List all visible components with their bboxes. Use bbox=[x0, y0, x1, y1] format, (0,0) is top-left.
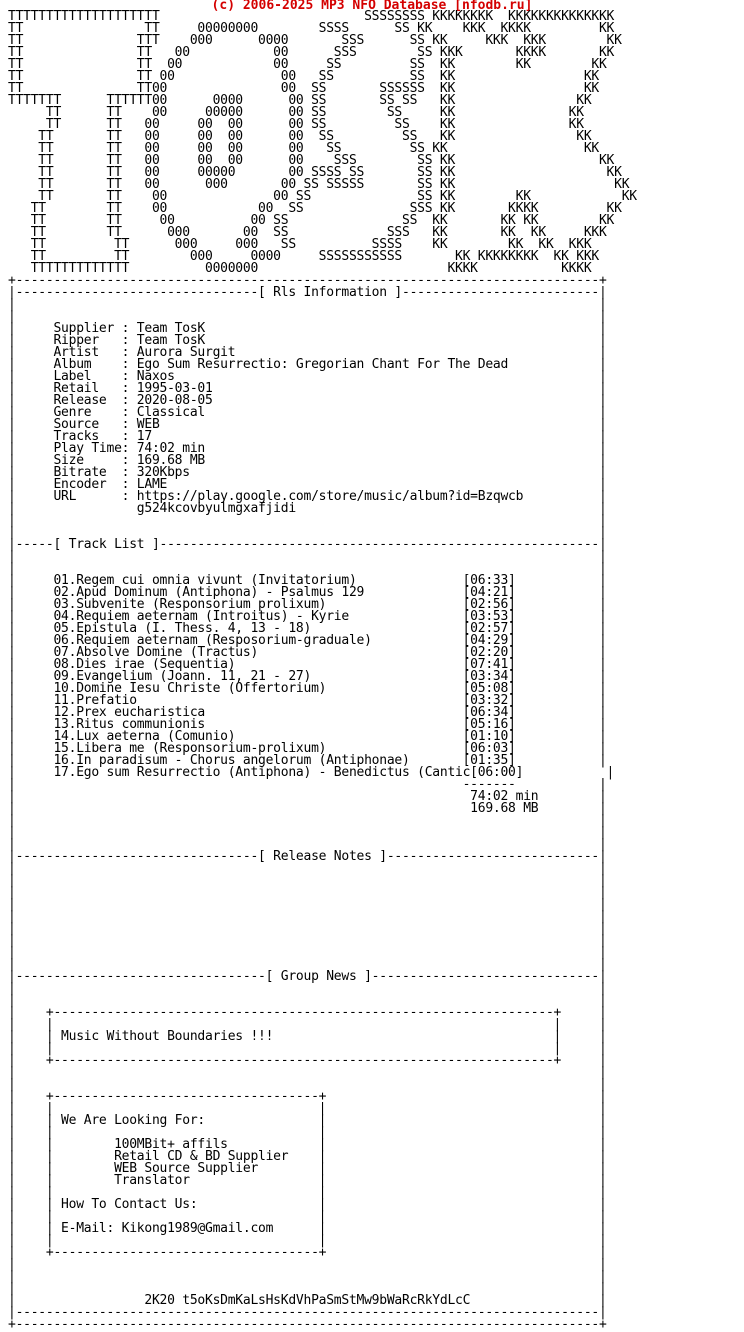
nfo-line: | | bbox=[8, 297, 607, 312]
nfo-line: | | Translator | | bbox=[8, 1173, 607, 1188]
nfo-line: TT TT 00 00 00 00 SS SS KK KK bbox=[8, 129, 592, 144]
nfo-line: | | bbox=[8, 513, 607, 528]
nfo-line: | 169.68 MB | bbox=[8, 801, 607, 816]
nfo-line: | | WEB Source Supplier | | bbox=[8, 1161, 607, 1176]
nfo-line: +-----------------------------------------------------------------------------+ bbox=[8, 1317, 607, 1332]
nfo-line: | | bbox=[8, 945, 607, 960]
nfo-line: TT TTT 000 0000 SSS SS KK KKK KKK KK bbox=[8, 33, 622, 48]
nfo-line: | Retail : 1995-03-01 | bbox=[8, 381, 607, 396]
nfo-line: |-----------------------------------------------------------------------------| bbox=[8, 1305, 607, 1320]
nfo-line: | 17.Ego sum Resurrectio (Antiphona) - Benedictus (Cantic[06:00] | bbox=[8, 765, 615, 780]
nfo-line: | | bbox=[8, 1077, 607, 1092]
nfo-line: TT TT 00 00 00 00 SS SS KK KK bbox=[8, 117, 584, 132]
nfo-line: TT TT00 00 SS SSSSSS KK KK bbox=[8, 81, 599, 96]
nfo-line: TT TT 00 00 SS SS KK KK KK bbox=[8, 189, 637, 204]
nfo-line: | 09.Evangelium (Joann. 11, 21 - 27) [03:34] | bbox=[8, 669, 607, 684]
nfo-line: | 05.Epistula (I. Thess. 4, 13 - 18) [02:57] | bbox=[8, 621, 607, 636]
nfo-line: | | | | bbox=[8, 1017, 607, 1032]
nfo-line: | g524kcovbyulmgxafjidi | bbox=[8, 501, 607, 516]
nfo-line: | | We Are Looking For: | | bbox=[8, 1113, 607, 1128]
nfo-line: | +------------------------------------------------------------------+ | bbox=[8, 1005, 607, 1020]
nfo-line: TT TT 00 00 00 00 SSS SS KK KK bbox=[8, 153, 615, 168]
nfo-line: | 07.Absolve Domine (Tractus) [02:20] | bbox=[8, 645, 607, 660]
nfo-line: |-----[ Track List ]----------------------------------------------------------| bbox=[8, 537, 607, 552]
nfo-line: TT TT 00 00 SSS SS KKK KKKK KK bbox=[8, 45, 615, 60]
nfo-line: | +-----------------------------------+ | bbox=[8, 1245, 607, 1260]
nfo-line: | | E-Mail: Kikong1989@Gmail.com | | bbox=[8, 1221, 607, 1236]
nfo-line: TT TT 000 000 SS SSSS KK KK KK KKK bbox=[8, 237, 592, 252]
nfo-line: | ------- | bbox=[8, 777, 607, 792]
nfo-line: | 04.Requiem aeternam (Introitus) - Kyrie [03:53] | bbox=[8, 609, 607, 624]
nfo-line: | +------------------------------------------------------------------+ | bbox=[8, 1053, 607, 1068]
nfo-line: | Size : 169.68 MB | bbox=[8, 453, 607, 468]
nfo-line: | | bbox=[8, 1281, 607, 1296]
nfo-line: | 11.Prefatio [03:32] | bbox=[8, 693, 607, 708]
nfo-line: TT TT 00 00 SS SS KK KK KK KK bbox=[8, 213, 615, 228]
nfo-line: TT TT 00 00 SS SSS KK KKKK KK bbox=[8, 201, 622, 216]
nfo-line: | Tracks : 17 | bbox=[8, 429, 607, 444]
nfo-line: | | bbox=[8, 897, 607, 912]
nfo-line: TT TT 00 00000 00 SSSS SS SS KK KK bbox=[8, 165, 622, 180]
nfo-line: | Supplier : Team TosK | bbox=[8, 321, 607, 336]
nfo-line: | | bbox=[8, 873, 607, 888]
nfo-line: TTTTTTTTTTTTTTTTTTTT SSSSSSSS KKKKKKKK KKKKKKKKKKKKKK bbox=[8, 9, 615, 24]
nfo-line: | | bbox=[8, 1257, 607, 1272]
nfo-line: | | | | bbox=[8, 1125, 607, 1140]
nfo-line: | 12.Prex eucharistica [06:34] | bbox=[8, 705, 607, 720]
nfo-line: | | bbox=[8, 549, 607, 564]
nfo-line: |--------------------------------[ Rls Information ]--------------------------| bbox=[8, 285, 607, 300]
nfo-line: | 15.Libera me (Responsorium-prolixum) [06:03] | bbox=[8, 741, 607, 756]
nfo-line: | | | | bbox=[8, 1041, 607, 1056]
nfo-line: TTTTTTTTTTTTT 0000000 KKKK KKKK bbox=[8, 261, 592, 276]
nfo-line: | 02.Apud Dominum (Antiphona) - Psalmus 129 [04:21] | bbox=[8, 585, 607, 600]
nfo-line: | | | | bbox=[8, 1101, 607, 1116]
nfo-line: +-----------------------------------------------------------------------------+ bbox=[8, 273, 607, 288]
nfo-line: TT TT 00 00 SS SS KK KK KK bbox=[8, 57, 607, 72]
nfo-line: | | | | bbox=[8, 1209, 607, 1224]
nfo-line: | | bbox=[8, 525, 607, 540]
nfo-line: TT TT 000 0000 SSSSSSSSSSS KK KKKKKKKK KK KKK bbox=[8, 249, 599, 264]
nfo-line: | | bbox=[8, 885, 607, 900]
nfo-line: | 13.Ritus communionis [05:16] | bbox=[8, 717, 607, 732]
nfo-line: | Source : WEB | bbox=[8, 417, 607, 432]
nfo-line: | | bbox=[8, 933, 607, 948]
nfo-line: | | bbox=[8, 1269, 607, 1284]
nfo-line: | | bbox=[8, 909, 607, 924]
nfo-line: | Genre : Classical | bbox=[8, 405, 607, 420]
nfo-line: | URL : https://play.google.com/store/music/album?id=Bzqwcb | bbox=[8, 489, 607, 504]
nfo-line: | | | | bbox=[8, 1233, 607, 1248]
nfo-content bbox=[8, 11, 637, 1331]
nfo-line: | | bbox=[8, 561, 607, 576]
nfo-line: | Play Time: 74:02 min | bbox=[8, 441, 607, 456]
nfo-line: | | bbox=[8, 837, 607, 852]
nfo-line: |---------------------------------[ Group News ]------------------------------| bbox=[8, 969, 607, 984]
nfo-line: | 10.Domine Iesu Christe (Offertorium) [05:08] | bbox=[8, 681, 607, 696]
nfo-line: | | bbox=[8, 309, 607, 324]
nfo-line: | | bbox=[8, 993, 607, 1008]
nfo-line: | Album : Ego Sum Resurrectio: Gregorian Chant For The Dead | bbox=[8, 357, 607, 372]
nfo-line: | | bbox=[8, 981, 607, 996]
site-header[interactable]: (c) 2006-2025 MP3 NFO Database [nfodb.ru] bbox=[211, 0, 533, 13]
nfo-line: TT TT 00 000 00 SS SSSSS SS KK KK bbox=[8, 177, 630, 192]
nfo-line: | 14.Lux aeterna (Comunio) [01:10] | bbox=[8, 729, 607, 744]
nfo-line: | | Music Without Boundaries !!! | | bbox=[8, 1029, 607, 1044]
nfo-line: | Bitrate : 320Kbps | bbox=[8, 465, 607, 480]
nfo-line: | 06.Requiem aeternam (Resposorium-graduale) [04:29] | bbox=[8, 633, 607, 648]
nfo-line: TT TT 000 00 SS SSS KK KK KK KKK bbox=[8, 225, 607, 240]
nfo-line: | | | | bbox=[8, 1185, 607, 1200]
nfo-line: | 03.Subvenite (Responsorium prolixum) [02:56] | bbox=[8, 597, 607, 612]
nfo-line: | | bbox=[8, 957, 607, 972]
nfo-line: | 08.Dies irae (Sequentia) [07:41] | bbox=[8, 657, 607, 672]
nfo-line: TT TT 00 00000 00 SS SS KK KK bbox=[8, 105, 584, 120]
nfo-line: | Encoder : LAME | bbox=[8, 477, 607, 492]
nfo-line: | 2K20 t5oKsDmKaLsHsKdVhPaSmStMw9bWaRcRkYdLcC | bbox=[8, 1293, 607, 1308]
nfo-line: | Label : Naxos | bbox=[8, 369, 607, 384]
nfo-line: | | bbox=[8, 861, 607, 876]
nfo-line: | 01.Regem cui omnia vivunt (Invitatorium) [06:33] | bbox=[8, 573, 607, 588]
nfo-line: TT TT 00 00 SS SS KK KK bbox=[8, 69, 599, 84]
nfo-line: | Ripper : Team TosK | bbox=[8, 333, 607, 348]
nfo-line: | 74:02 min | bbox=[8, 789, 607, 804]
nfo-line: TT TT 00 00 00 00 SS SS KK KK bbox=[8, 141, 599, 156]
nfo-line: | Artist : Aurora Surgit | bbox=[8, 345, 607, 360]
nfo-line: | | 100MBit+ affils | | bbox=[8, 1137, 607, 1152]
nfo-line: | +-----------------------------------+ | bbox=[8, 1089, 607, 1104]
nfo-line: | | bbox=[8, 1065, 607, 1080]
nfo-line: | | Retail CD & BD Supplier | | bbox=[8, 1149, 607, 1164]
nfo-line: | | How To Contact Us: | | bbox=[8, 1197, 607, 1212]
nfo-line: TTTTTTT TTTTTT00 0000 00 SS SS SS KK KK bbox=[8, 93, 592, 108]
nfo-line: | | bbox=[8, 825, 607, 840]
nfo-line: | Release : 2020-08-05 | bbox=[8, 393, 607, 408]
nfo-line: | 16.In paradisum - Chorus angelorum (Antiphonae) [01:35] | bbox=[8, 753, 607, 768]
nfo-line: |--------------------------------[ Release Notes ]----------------------------| bbox=[8, 849, 607, 864]
nfo-line: | | bbox=[8, 921, 607, 936]
nfo-line: TT TT 00000000 SSSS SS KK KKK KKKK KK bbox=[8, 21, 615, 36]
nfo-line: | | bbox=[8, 813, 607, 828]
